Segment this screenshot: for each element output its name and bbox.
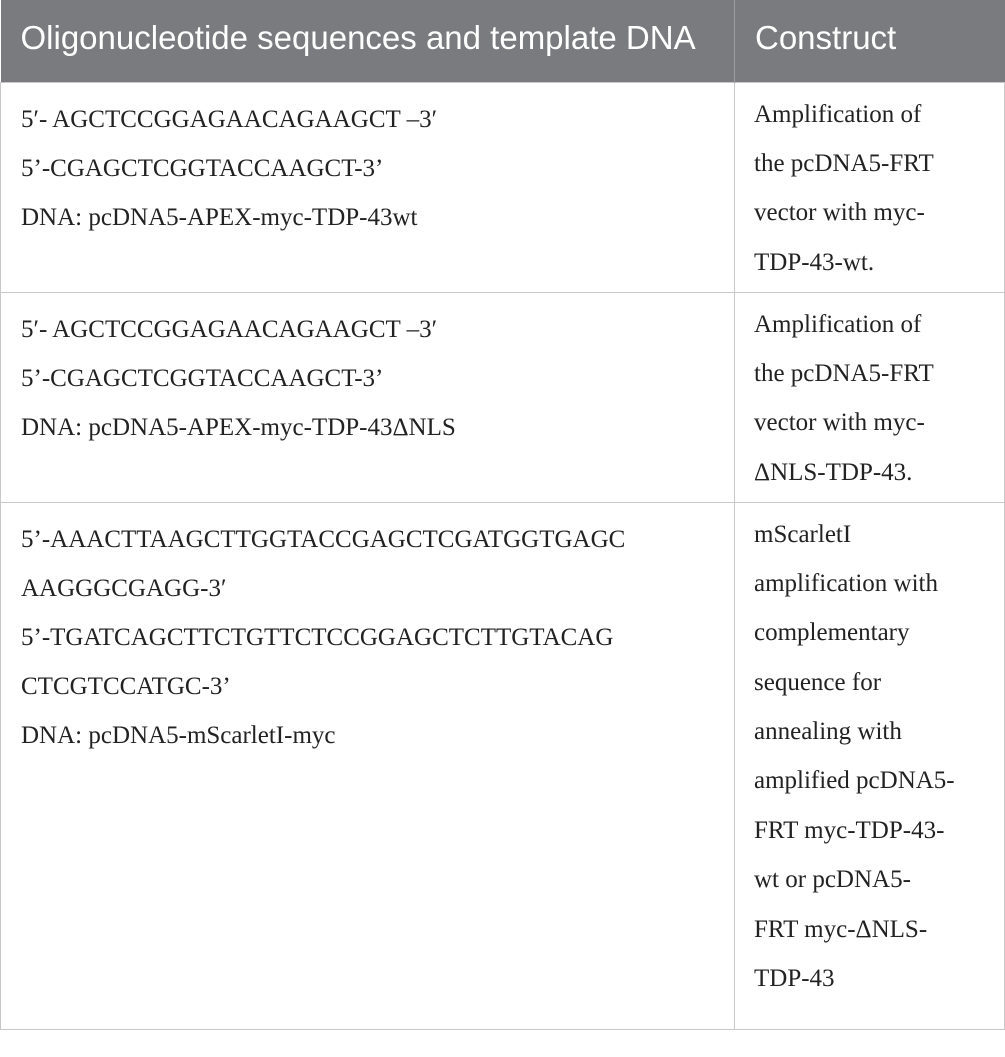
- construct-line: TDP-43: [754, 965, 835, 993]
- construct-cell: [735, 292, 1005, 502]
- construct-line: annealing with: [754, 718, 902, 746]
- template-dna: DNA: pcDNA5-mScarletI-myc: [21, 721, 336, 749]
- construct-line: wt or pcDNA5-: [754, 866, 911, 894]
- construct-line: mScarletI: [754, 520, 852, 548]
- construct-line: FRT myc-TDP-43-: [754, 816, 945, 844]
- sequence-cell: [1, 292, 735, 502]
- construct-line: amplification with: [754, 569, 938, 597]
- construct-line: TDP-43-wt.: [754, 248, 875, 276]
- construct-line: FRT myc-ΔNLS-: [754, 915, 928, 943]
- construct-line: the pcDNA5-FRT: [754, 149, 934, 177]
- sequence-cell: [1, 502, 735, 1029]
- sequence-cell: [1, 82, 735, 292]
- table-row: [1, 502, 1005, 1029]
- construct-line: vector with myc-: [754, 199, 925, 227]
- reverse-primer-line-2: CTCGTCCATGC-3’: [21, 672, 231, 700]
- construct-line: the pcDNA5-FRT: [754, 359, 934, 387]
- construct-line: complementary: [754, 619, 910, 647]
- reverse-primer: 5’-CGAGCTCGGTACCAAGCT-3’: [21, 364, 384, 392]
- construct-line: Amplification of: [754, 310, 922, 338]
- construct-line: sequence for: [754, 668, 882, 696]
- forward-primer-line-2: AAGGGCGAGG-3′: [21, 574, 227, 602]
- header-sequences: Oligonucleotide sequences and template DNA: [1, 0, 735, 82]
- header-row: [1, 0, 1005, 82]
- construct-cell: [735, 82, 1005, 292]
- forward-primer: 5′- AGCTCCGGAGAACAGAAGCT –3′: [21, 105, 438, 133]
- template-dna: DNA: pcDNA5-APEX-myc-TDP-43ΔNLS: [21, 413, 456, 441]
- construct-line: vector with myc-: [754, 409, 925, 437]
- construct-line: Amplification of: [754, 100, 922, 128]
- template-dna: DNA: pcDNA5-APEX-myc-TDP-43wt: [21, 203, 418, 231]
- forward-primer-line-1: 5’-AAACTTAAGCTTGGTACCGAGCTCGATGGTGAGC: [21, 525, 626, 553]
- reverse-primer-line-1: 5’-TGATCAGCTTCTGTTCTCCGGAGCTCTTGTACAG: [21, 623, 614, 651]
- construct-cell: [735, 502, 1005, 1029]
- header-construct: Construct: [735, 0, 1005, 82]
- reverse-primer: 5’-CGAGCTCGGTACCAAGCT-3’: [21, 154, 384, 182]
- construct-line: amplified pcDNA5-: [754, 767, 955, 795]
- table-row: [1, 82, 1005, 292]
- table-row: [1, 292, 1005, 502]
- forward-primer: 5′- AGCTCCGGAGAACAGAAGCT –3′: [21, 315, 438, 343]
- construct-line: ΔNLS-TDP-43.: [754, 458, 913, 486]
